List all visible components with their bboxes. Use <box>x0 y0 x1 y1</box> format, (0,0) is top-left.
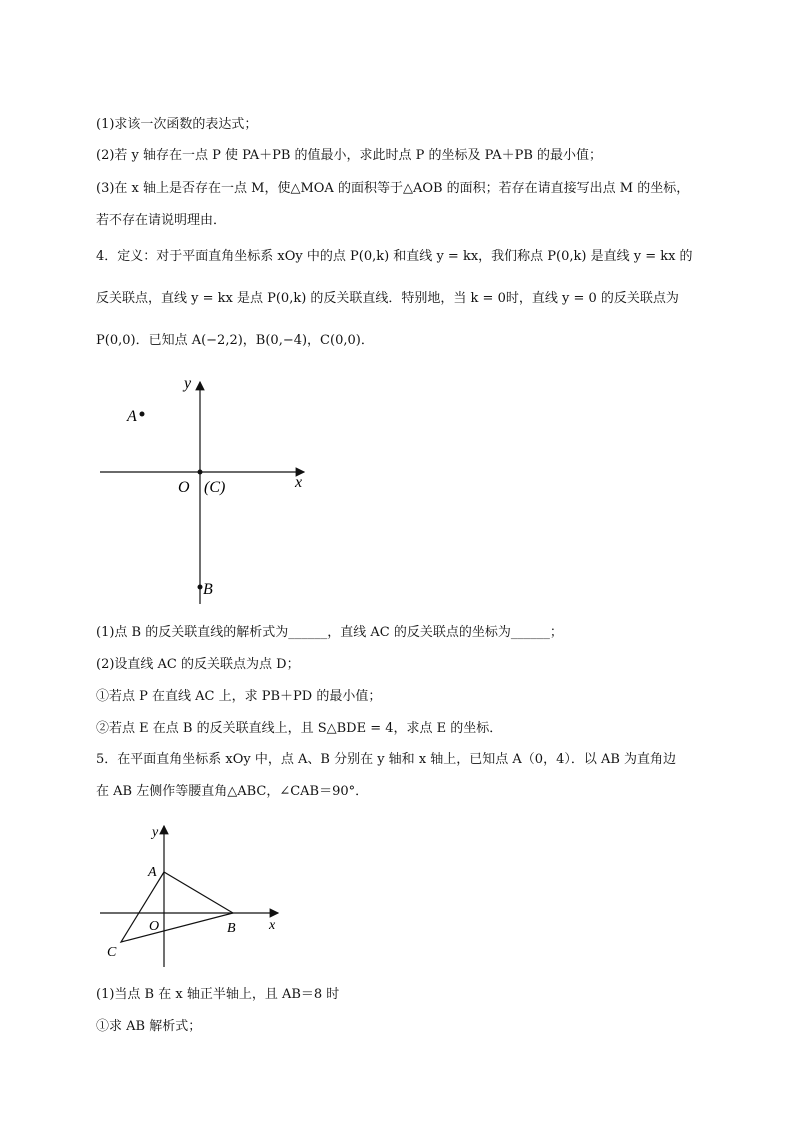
q4-part2: (2)设直线 AC 的反关联点为点 D； <box>96 657 300 672</box>
q4-intro1: 4．定义：对于平面直角坐标系 xOy 中的点 P(0,k) 和直线 y = kx，我们称点 P(0,k) 是直线 y = kx 的 <box>96 249 693 264</box>
q4-part1: (1)点 B 的反关联直线的解析式为______，直线 AC 的反关联点的坐标为______； <box>96 625 563 640</box>
q4-coordinate-figure <box>96 372 316 607</box>
q4-label-B: B <box>203 581 213 598</box>
q5-label-O: O <box>149 919 160 934</box>
q4-point-A <box>140 412 145 417</box>
q4-label-x: x <box>295 474 303 491</box>
q5-intro2: 在 AB 左侧作等腰直角△ABC，∠CAB＝90°． <box>96 784 369 799</box>
q5-triangle-ABC <box>121 872 233 942</box>
q4-part2-2: ②若点 E 在点 B 的反关联直线上，且 S△BDE = 4，求点 E 的坐标． <box>96 721 503 736</box>
q5-label-C: C <box>107 945 117 960</box>
q5-label-y: y <box>152 825 159 840</box>
q3-part3b: 若不存在请说明理由． <box>96 213 227 228</box>
q5-triangle-figure <box>96 822 296 972</box>
q3-part2: (2)若 y 轴存在一点 P 使 PA＋PB 的值最小，求此时点 P 的坐标及 PA＋PB 的最小值； <box>96 148 603 163</box>
q4-label-y: y <box>184 375 192 392</box>
q4-label-O: O <box>178 479 190 496</box>
q4-intro2: 反关联点，直线 y = kx 是点 P(0,k) 的反关联直线．特别地，当 k = 0时，直线 y = 0 的反关联点为 <box>96 291 679 306</box>
q4-part2-1: ①若点 P 在直线 AC 上，求 PB＋PD 的最小值； <box>96 689 382 704</box>
q5-label-B: B <box>227 921 236 936</box>
q5-label-x: x <box>269 918 276 933</box>
q4-label-C: (C) <box>204 479 226 496</box>
q5-part1-1: ①求 AB 解析式； <box>96 1019 202 1034</box>
q4-point-B <box>198 585 203 590</box>
q4-point-O <box>198 470 203 475</box>
q4-label-A: A <box>127 408 137 425</box>
q5-label-A: A <box>148 865 157 880</box>
q5-intro1: 5．在平面直角坐标系 xOy 中，点 A、B 分别在 y 轴和 x 轴上，已知点 A（0，4）．以 AB 为直角边 <box>96 752 677 767</box>
q3-part1: (1)求该一次函数的表达式； <box>96 117 258 132</box>
q3-part3a: (3)在 x 轴上是否存在一点 M，使△MOA 的面积等于△AOB 的面积；若存在请直接写出点 M 的坐标， <box>96 181 690 196</box>
q4-intro3: P(0,0)．已知点 A(−2,2)，B(0,−4)，C(0,0)． <box>96 333 374 348</box>
q5-part1: (1)当点 B 在 x 轴正半轴上，且 AB＝8 时 <box>96 987 340 1002</box>
